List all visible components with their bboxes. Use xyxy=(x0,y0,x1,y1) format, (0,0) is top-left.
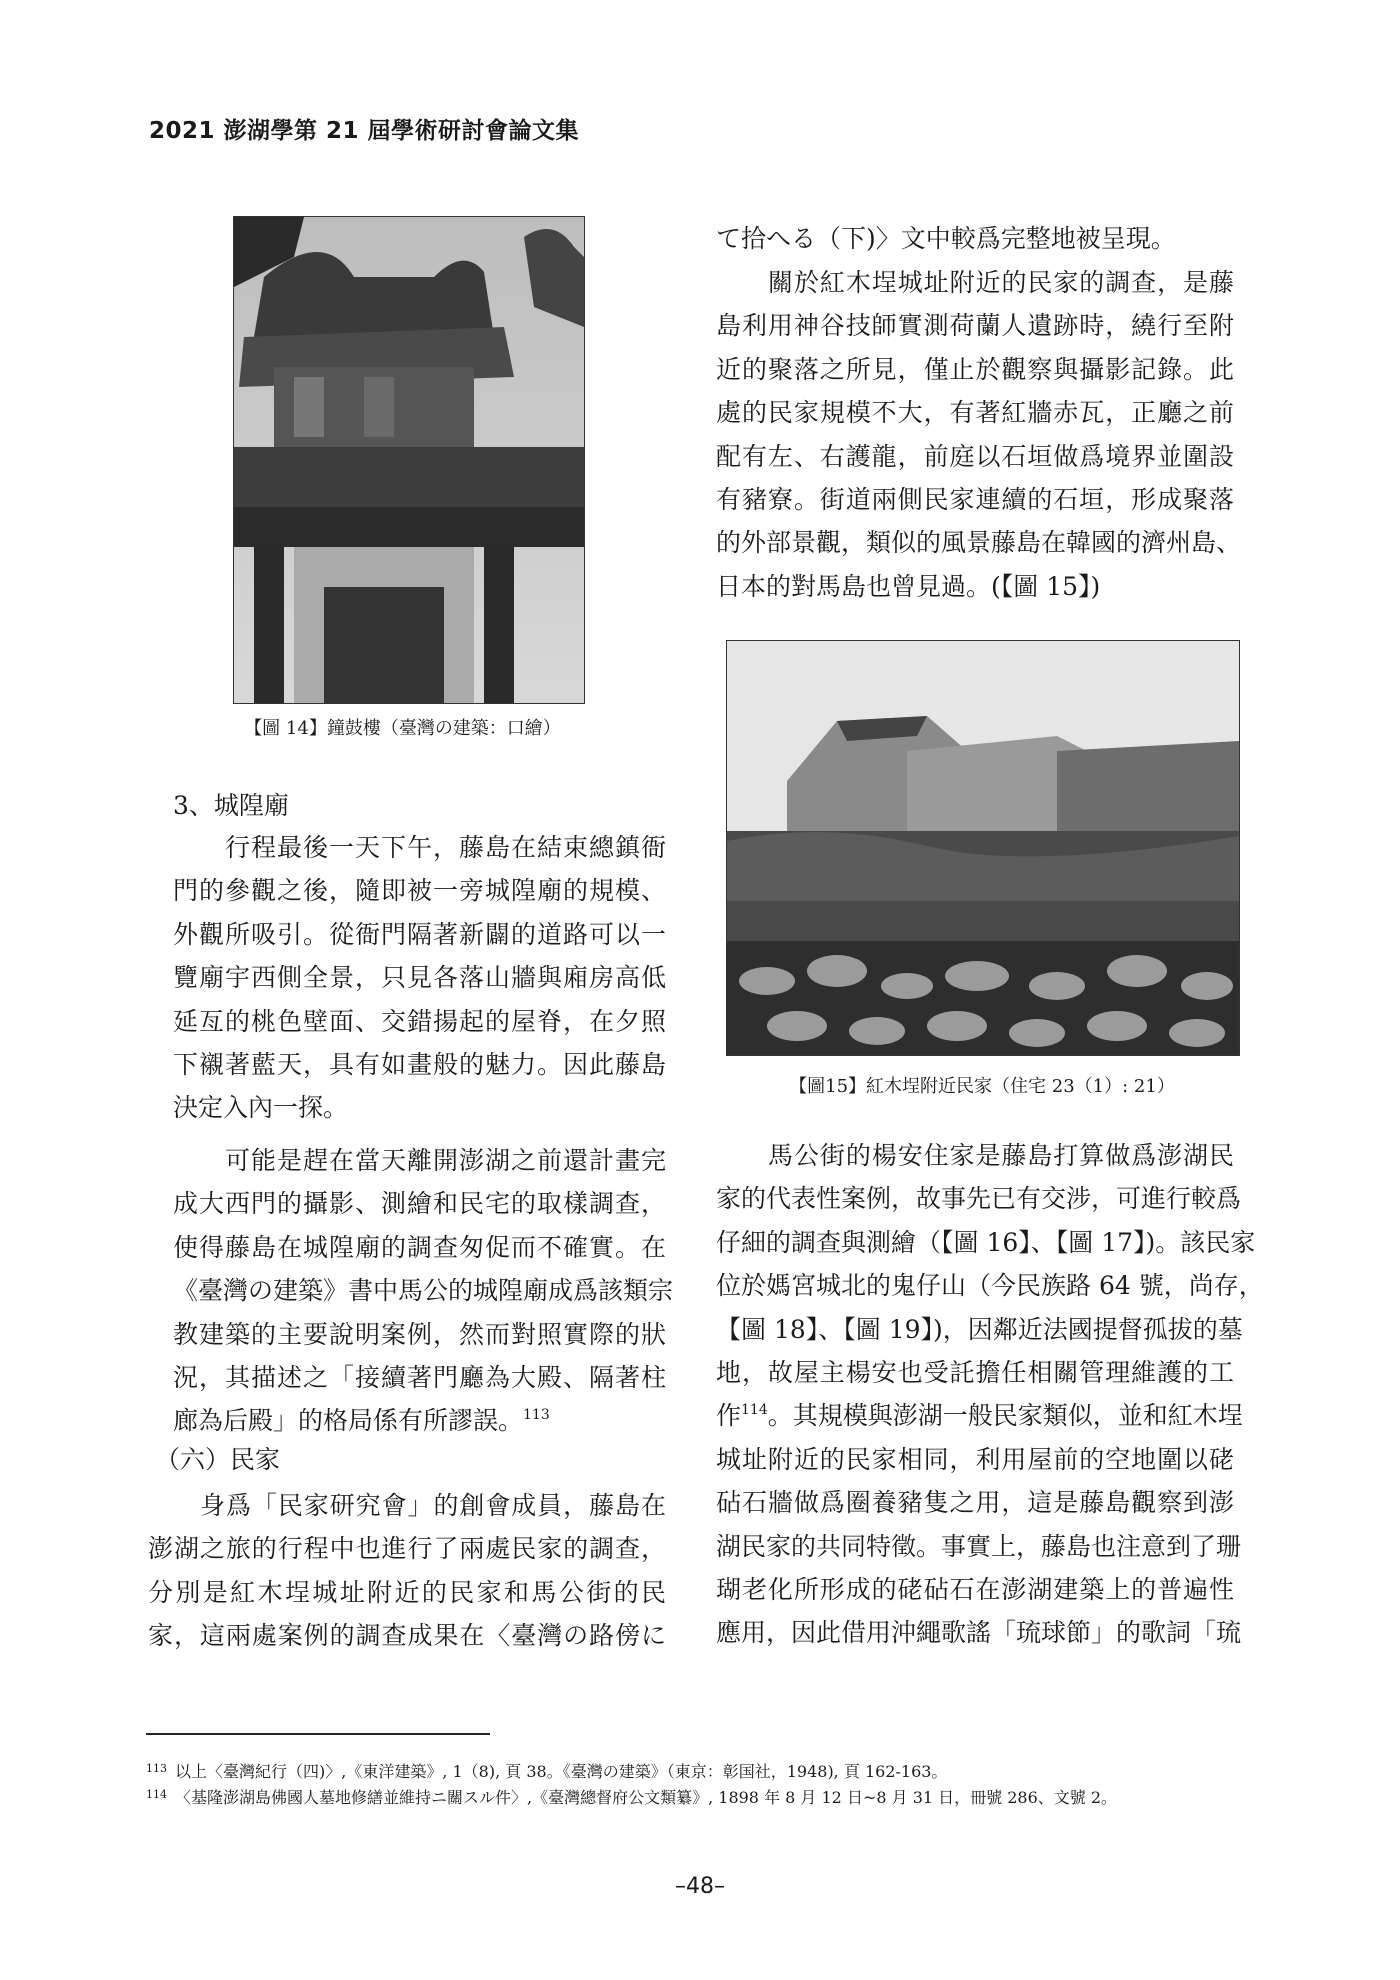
text-segment: 廊為后殿」的格局係有所謬誤。 xyxy=(173,1406,524,1436)
text-line: 配有左、右護龍，前庭以石垣做爲境界並圍設 xyxy=(716,441,1234,471)
text-line: 況，其描述之「接續著門廳為大殿、隔著柱 xyxy=(173,1363,666,1392)
text-line: 馬公街的楊安住家是藤島打算做爲澎湖民 xyxy=(768,1141,1234,1170)
text-line: 成大西門的攝影、測繪和民宅的取樣調查， xyxy=(173,1189,666,1219)
text-line: 下襯著藍天，具有如畫般的魅力。因此藤島 xyxy=(173,1050,666,1079)
figure-14-photo xyxy=(233,216,585,704)
text-line: 近的聚落之所見，僅止於觀察與攝影記錄。此 xyxy=(716,354,1234,384)
text-line: 瑚老化所形成的硓砧石在澎湖建築上的普遍性 xyxy=(716,1575,1234,1604)
text-line: 外觀所吸引。從衙門隔著新闢的道路可以一 xyxy=(173,919,666,949)
page-number: –48– xyxy=(675,1874,725,1899)
footnote-reference[interactable]: 113 xyxy=(523,1407,550,1424)
running-header: 2021 澎湖學第 21 屆學術研討會論文集 xyxy=(149,118,580,144)
text-line: 教建築的主要說明案例，然而對照實際的狀 xyxy=(173,1319,666,1349)
footnote-number: 113 xyxy=(146,1762,167,1775)
text-line: 湖民家的共同特徵。事實上，藤島也注意到了珊 xyxy=(716,1531,1242,1561)
footnote-114 xyxy=(146,1782,1246,1811)
text-line: 覽廟宇西側全景，只見各落山牆與廂房高低 xyxy=(173,963,666,993)
text-line: 【圖 18】、【圖 19】)，因鄰近法國提督孤拔的墓 xyxy=(716,1314,1243,1344)
footnote-number: 114 xyxy=(146,1788,167,1801)
text-line: 決定入內一探。 xyxy=(173,1093,349,1123)
text-line: 砧石牆做爲圈養豬隻之用，這是藤島觀察到澎 xyxy=(716,1488,1234,1518)
text-line: 地，故屋主楊安也受託擔任相關管理維護的工 xyxy=(716,1358,1234,1387)
text-line: 家，這兩處案例的調查成果在〈臺灣の路傍に xyxy=(148,1621,666,1651)
footnote-113 xyxy=(146,1756,1246,1785)
text-line: 門的參觀之後，隨即被一旁城隍廟的規模、 xyxy=(173,876,666,906)
text-line: 身爲「民家研究會」的創會成員，藤島在 xyxy=(200,1491,666,1520)
text-line: 位於媽宮城北的鬼仔山（今民族路 64 號，尚存， xyxy=(716,1271,1264,1301)
text-line: 仔細的調查與測繪（【圖 16】、【圖 17】)。該民家 xyxy=(716,1227,1256,1257)
text-line: 延亙的桃色壁面、交錯揚起的屋脊，在夕照 xyxy=(173,1006,666,1036)
text-line: 有豬寮。街道兩側民家連續的石垣，形成聚落 xyxy=(716,485,1234,514)
text-line xyxy=(716,1394,1243,1438)
figure-14-caption: 【圖 14】鐘鼓樓（臺灣の建築：口繪） xyxy=(244,718,561,739)
text-segment: 作 xyxy=(716,1401,742,1431)
footnote-text: 〈基隆澎湖島佛國人墓地修繕並維持ニ關スル件〉,《臺灣總督府公文類纂》, 1898 年 8 月 12 日~8 月 31 日，冊號 286、文號 2。 xyxy=(175,1788,1118,1807)
text-line: 《臺灣の建築》書中馬公的城隍廟成爲該類宗 xyxy=(173,1276,674,1306)
subsection-heading: （六）民家 xyxy=(155,1445,281,1474)
section-heading: 3、城隍廟 xyxy=(173,791,289,820)
text-line: 澎湖之旅的行程中也進行了兩處民家的調查， xyxy=(148,1534,666,1564)
text-line: 日本的對馬島也曾見過。(【圖 15】) xyxy=(716,571,1101,601)
text-line: 行程最後一天下午，藤島在結束總鎮衙 xyxy=(225,833,666,862)
figure-15-photo xyxy=(726,640,1240,1056)
text-line: 關於紅木埕城址附近的民家的調查，是藤 xyxy=(768,268,1234,297)
text-line: 家的代表性案例，故事先已有交涉，可進行較爲 xyxy=(716,1184,1242,1214)
text-segment: 。其規模與澎湖一般民家類似，並和紅木埕 xyxy=(767,1401,1243,1431)
text-line: 應用，因此借用沖繩歌謠「琉球節」的歌詞「琉 xyxy=(716,1618,1242,1648)
footnote-text: 以上〈臺灣紀行（四)〉,《東洋建築》, 1（8), 頁 38。《臺灣の建築》（東京：彰国社，1948), 頁 162-163。 xyxy=(175,1762,948,1781)
text-line: 使得藤島在城隍廟的調查匆促而不確實。在 xyxy=(173,1232,666,1262)
text-line: 的外部景觀，類似的風景藤島在韓國的濟州島、 xyxy=(716,528,1242,558)
figure-15-caption: 【圖15】紅木埕附近民家（住宅 23（1）: 21） xyxy=(789,1076,1175,1097)
text-line: 處的民家規模不大，有著紅牆赤瓦，正廳之前 xyxy=(716,398,1234,428)
text-line xyxy=(173,1399,666,1443)
text-line: て拾へる（下)〉文中較爲完整地被呈現。 xyxy=(716,224,1176,253)
footnote-divider xyxy=(146,1733,490,1735)
text-line: 島利用神谷技師實測荷蘭人遺跡時，繞行至附 xyxy=(716,311,1234,341)
text-line: 分別是紅木埕城址附近的民家和馬公街的民 xyxy=(148,1577,666,1607)
text-line: 城址附近的民家相同，利用屋前的空地圍以硓 xyxy=(716,1444,1234,1474)
footnote-reference[interactable]: 114 xyxy=(741,1402,768,1419)
text-line: 可能是趕在當天離開澎湖之前還計畫完 xyxy=(225,1146,666,1175)
